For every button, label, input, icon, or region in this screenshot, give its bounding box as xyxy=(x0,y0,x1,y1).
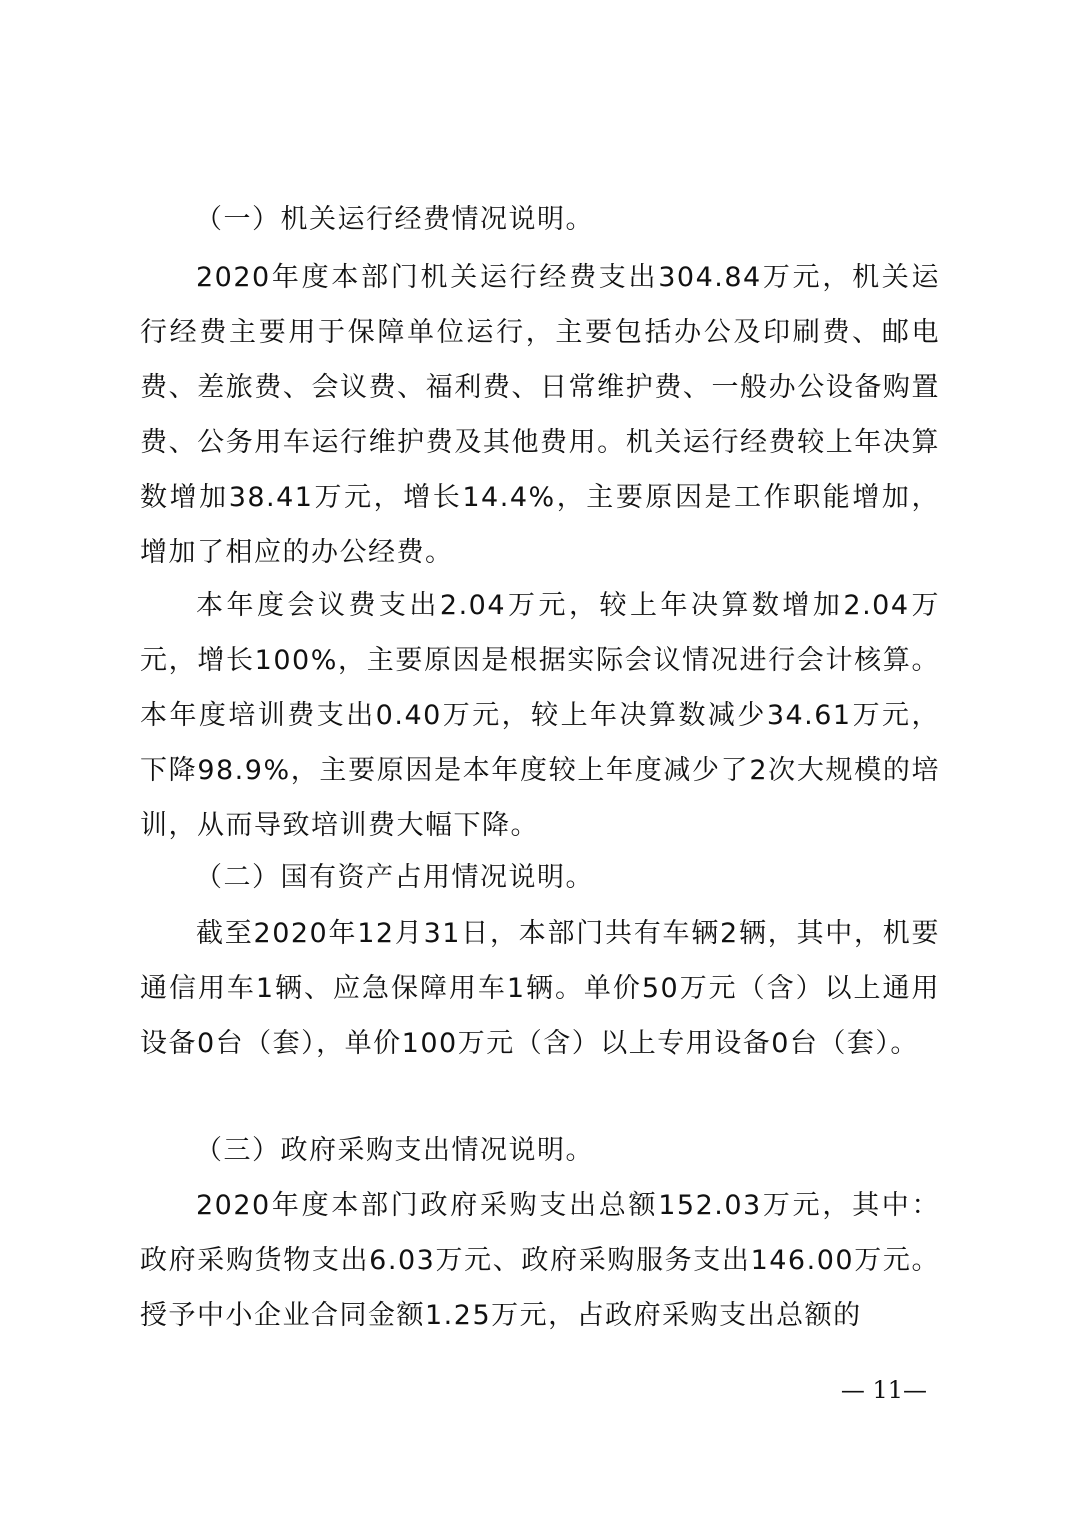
paragraph-meeting-training-fees: 本年度会议费支出2.04万元，较上年决算数增加2.04万元，增长100%，主要原因是根据实际会议情况进行会计核算。本年度培训费支出0.40万元，较上年决算数减少34.61万元，下降98.9%，主要原因是本年度较上年度减少了2次大规模的培训，从而导致培训费大幅下降。 xyxy=(140,590,940,841)
paragraph-operating-expenses: 2020年度本部门机关运行经费支出304.84万元，机关运行经费主要用于保障单位运行，主要包括办公及印刷费、邮电费、差旅费、会议费、福利费、日常维护费、一般办公设备购置费、公务用车运行维护费及其他费用。机关运行经费较上年决算数增加38.41万元，增长14.4%，主要原因是工作职能增加，增加了相应的办公经费。 xyxy=(140,262,940,568)
paragraph-state-assets: 截至2020年12月31日，本部门共有车辆2辆，其中，机要通信用车1辆、应急保障用车1辆。单价50万元（含）以上通用设备0台（套），单价100万元（含）以上专用设备0台（套）。 xyxy=(140,918,940,1059)
paragraph-procurement: 2020年度本部门政府采购支出总额152.03万元，其中：政府采购货物支出6.03万元、政府采购服务支出146.00万元。授予中小企业合同金额1.25万元，占政府采购支出总额的 xyxy=(140,1190,940,1331)
section-heading-3: （三）政府采购支出情况说明。 xyxy=(195,1135,594,1166)
section-heading-1: （一）机关运行经费情况说明。 xyxy=(195,204,594,235)
section-heading-2: （二）国有资产占用情况说明。 xyxy=(195,862,594,893)
page-number: — 11— xyxy=(840,1376,927,1404)
